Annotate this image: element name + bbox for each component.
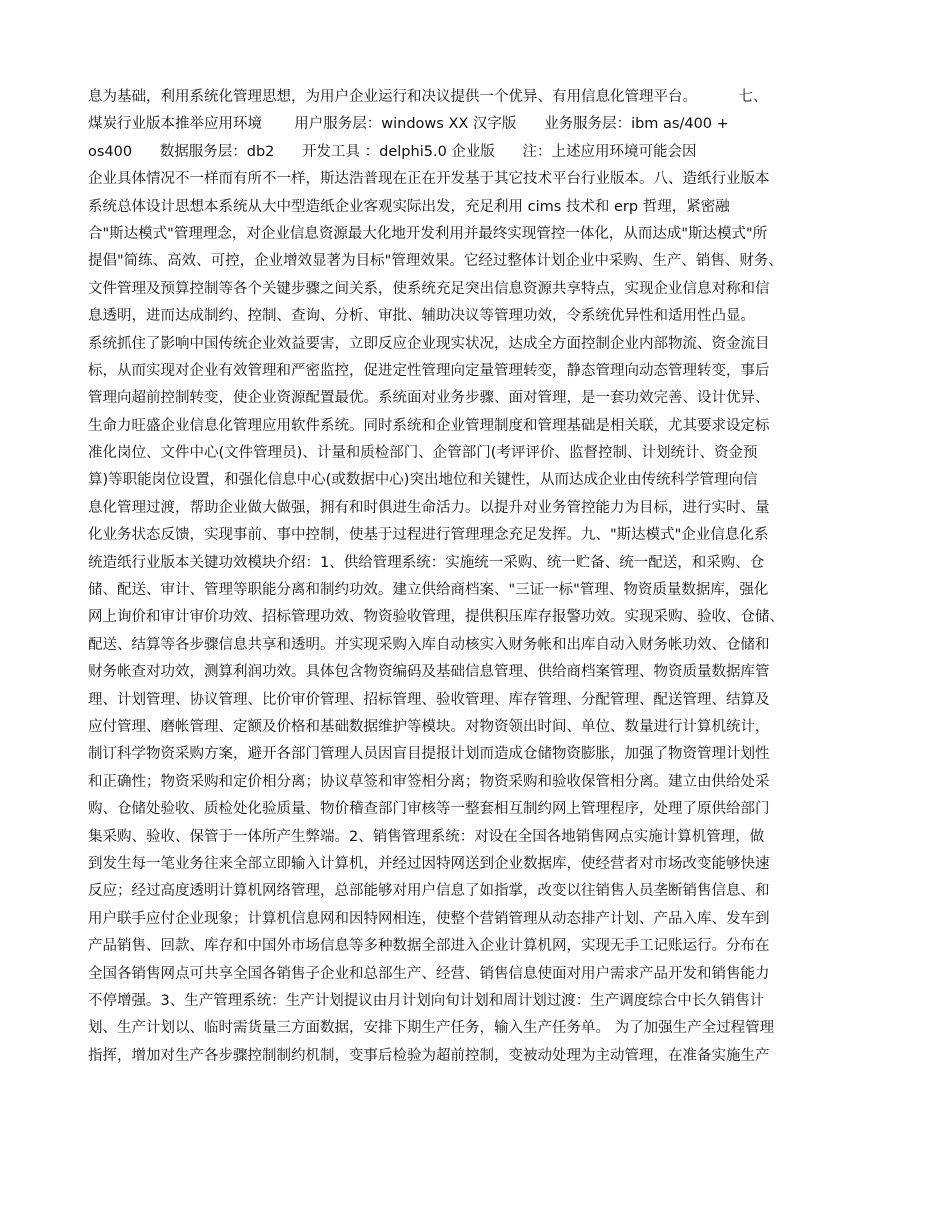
text-line: 全国各销售网点可共享全国各销售子企业和总部生产、经营、销售信息使面对用户需求产品开发和销售能力 xyxy=(88,965,770,982)
text-line: 配送、结算等各步骤信息共享和透明。并实现采购入库自动核实入财务帐和出库自动入财务帐功效、仓储和 xyxy=(88,636,770,653)
text-line: 和正确性；物资采购和定价相分离；协议草签和审签相分离；物资采购和验收保管相分离。建立由供给处采 xyxy=(88,773,770,790)
text-line: 购、仓储处验收、质检处化验质量、物价稽查部门审核等一整套相互制约网上管理程序，处理了原供给部门 xyxy=(88,801,770,818)
text-line: 系统抓住了影响中国传统企业效益要害，立即反应企业现实状况，达成全方面控制企业内部物流、资金流目 xyxy=(88,335,770,352)
text-line: 合"斯达模式"管理理念，对企业信息资源最大化地开发利用并最终实现管控一体化，从而达成"斯达模式"所 xyxy=(88,225,768,242)
text-line: 储、配送、审计、管理等职能分离和制约功效。建立供给商档案、"三证一标"管理、物资质量数据库，强化 xyxy=(88,582,769,599)
text-line: 不停增强。3、生产管理系统：生产计划提议由月计划向旬计划和周计划过渡：生产调度综合中长久销售计 xyxy=(88,992,765,1009)
text-line: 系统总体设计思想本系统从大中型造纸企业客观实际出发，充足利用 cims 技术和 erp 哲理，紧密融 xyxy=(88,198,730,215)
text-line: 产品销售、回款、库存和中国外市场信息等多种数据全部进入企业计算机网，实现无手工记账运行。分布在 xyxy=(88,938,770,955)
text-line: 用户联手应付企业现象；计算机信息网和因特网相连，使整个营销管理从动态排产计划、产品入库、发车到 xyxy=(88,910,770,927)
text-line: 统造纸行业版本关键功效模块介绍：1、供给管理系统：实施统一采购、统一贮备、统一配送，和采购、仓 xyxy=(88,554,765,571)
text-line: 集采购、验收、保管于一体所产生弊端。2、销售管理系统：对设在全国各地销售网点实施计算机管理，做 xyxy=(88,828,765,845)
text-line: 标，从而实现对企业有效管理和严密监控，促进定性管理向定量管理转变，静态管理向动态管理转变，事后 xyxy=(88,362,770,379)
text-line: os400 数据服务层：db2 开发工具 ：delphi5.0 企业版 注：上述应用环境可能会因 xyxy=(88,143,697,160)
text-line: 提倡"简练、高效、可控，企业增效显著为目标"管理效果。它经过整体计划企业中采购、生产、销售、财务、 xyxy=(88,253,783,270)
text-line: 管理向超前控制转变，使企业资源配置最优。系统面对业务步骤、面对管理，是一套功效完善、设计优异、 xyxy=(88,390,770,407)
text-line: 息化管理过渡，帮助企业做大做强，拥有和时俱进生命活力。以提升对业务管控能力为目标，进行实时、量 xyxy=(88,499,770,516)
text-line: 算)等职能岗位设置，和强化信息中心(或数据中心)突出地位和关键性，从而达成企业由传统科学管理向信 xyxy=(88,472,758,489)
text-line: 财务帐查对功效，测算利润功效。具体包含物资编码及基础信息管理、供给商档案管理、物资质量数据库管 xyxy=(88,664,770,681)
text-line: 煤炭行业版本推举应用环境 用户服务层：windows XX 汉字版 业务服务层：ibm as/400 + xyxy=(88,116,729,133)
text-line: 息透明，进而达成制约、控制、查询、分析、审批、辅助决议等管理功效，令系统优异性和适用性凸显。 xyxy=(88,308,755,325)
text-line: 理、计划管理、协议管理、比价审价管理、招标管理、验收管理、库存管理、分配管理、配送管理、结算及 xyxy=(88,691,770,708)
text-line: 反应；经过高度透明计算机网络管理，总部能够对用户信息了如指掌，改变以往销售人员垄断销售信息、和 xyxy=(88,883,770,900)
text-line: 应付管理、磨帐管理、定额及价格和基础数据维护等模块。对物资领出时间、单位、数量进行计算机统计， xyxy=(88,718,770,735)
text-line: 制订科学物资采购方案，避开各部门管理人员因盲目提报计划而造成仓储物资膨胀，加强了物资管理计划性 xyxy=(88,746,770,763)
text-line: 准化岗位、文件中心(文件管理员)、计量和质检部门、企管部门(考评评价、监督控制、计划统计、资金预 xyxy=(88,445,758,462)
text-line: 化业务状态反馈，实现事前、事中控制，使基于过程进行管理理念充足发挥。九、"斯达模式"企业信息化系 xyxy=(88,527,769,544)
text-line: 网上询价和审计审价功效、招标管理功效、物资验收管理，提供积压库存报警功效。实现采购、验收、仓储、 xyxy=(88,609,784,626)
body-text xyxy=(88,84,868,1070)
text-line: 划、生产计划以、临时需货量三方面数据，安排下期生产任务，输入生产任务单。 为了加强生产全过程管理 xyxy=(88,1020,775,1037)
text-line: 指挥，增加对生产各步骤控制制约机制，变事后检验为超前控制，变被动处理为主动管理，在准备实施生产 xyxy=(88,1047,770,1064)
text-line: 到发生每一笔业务往来全部立即输入计算机，并经过因特网送到企业数据库，使经营者对市场改变能够快速 xyxy=(88,855,770,872)
text-line: 息为基础，利用系统化管理思想，为用户企业运行和决议提供一个优异、有用信息化管理平台。 七、 xyxy=(88,89,768,105)
text-line: 文件管理及预算控制等各个关键步骤之间关系，使系统充足突出信息资源共享特点，实现企业信息对称和信 xyxy=(88,280,770,297)
text-line: 生命力旺盛企业信息化管理应用软件系统。同时系统和企业管理制度和管理基础是相关联，尤其要求设定标 xyxy=(88,417,770,434)
text-line: 企业具体情况不一样而有所不一样，斯达浩普现在正在开发基于其它技术平台行业版本。八、造纸行业版本 xyxy=(88,171,770,188)
